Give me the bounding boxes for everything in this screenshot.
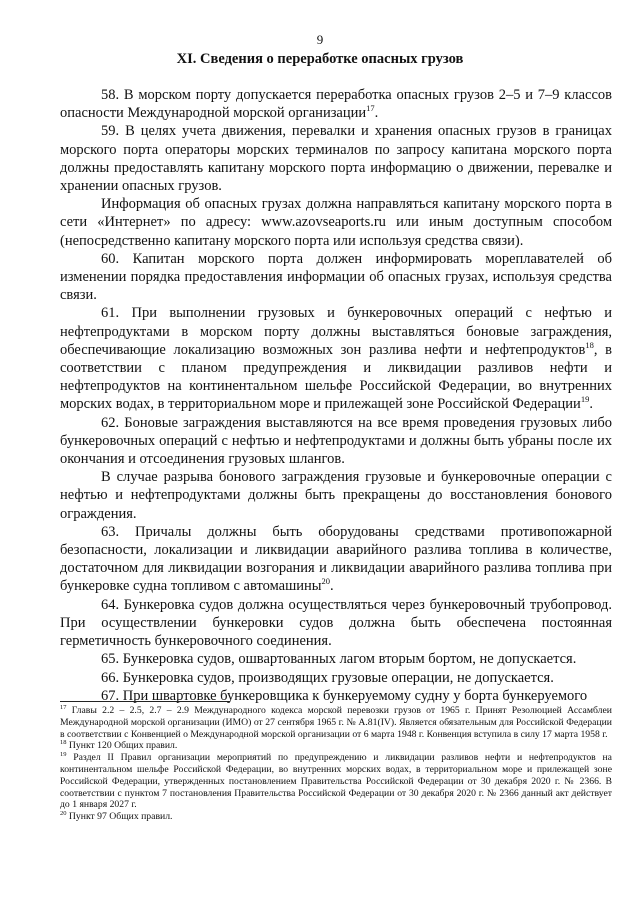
paragraph-67: 67. При швартовке бункеровщика к бункеруемому судну у борта бункеруемого xyxy=(101,687,588,704)
footnote-ref-18[interactable]: 18 xyxy=(585,340,594,351)
document-body xyxy=(60,86,612,705)
paragraph-65: 65. Бункеровка судов, ошвартованных лагом вторым бортом, не допускается. xyxy=(101,651,577,668)
paragraph-info: Информация об опасных грузах должна направляться капитану морского порта в сети «Интернет» по адресу: www.azovseaports.ru или иным доступным способом (непосредственно капитану морского порта или используя средства связи). xyxy=(60,196,612,249)
paragraph-59: 59. В целях учета движения, перевалки и хранения опасных грузов в границах морского порта операторы морских терминалов по запросу капитана морского порта должны предоставлять капитану морского порта информацию о движении, перевалке и хранении опасных грузов. xyxy=(60,123,612,195)
paragraph-boom-break: В случае разрыва бонового заграждения грузовые и бункеровочные операции с нефтью и нефтепродуктами должны быть прекращены до восстановления бонового ограждения. xyxy=(60,469,612,522)
footnote-ref-19[interactable]: 19 xyxy=(580,394,590,405)
paragraph-60: 60. Капитан морского порта должен информировать мореплавателей об изменении порядка предоставления информации об опасных грузах, используя средства связи. xyxy=(60,250,612,304)
footnotes xyxy=(60,705,612,823)
page-number: 9 xyxy=(316,32,324,47)
footnote-divider xyxy=(60,701,230,702)
footnote-ref-20[interactable]: 20 xyxy=(321,576,331,587)
paragraph-64: 64. Бункеровка судов должна осуществляться через бункеровочный трубопровод. При осуществлении бункеровки судов должна быть обеспечена постоянная герметичность бункеровочного соединения. xyxy=(60,596,612,650)
paragraph-66: 66. Бункеровка судов, производящих грузовые операции, не допускается. xyxy=(101,669,554,686)
paragraph-62: 62. Боновые заграждения выставляются на все время проведения грузовых либо бункеровочных операций с нефтью и нефтепродуктами и должны быть убраны после их окончания и отсоединения грузовых шлангов. xyxy=(60,414,612,468)
paragraph-61: 61. При выполнении грузовых и бункеровочных операций с нефтью и нефтепродуктами в морском порту должны выставляться боновые заграждения, обеспечивающие локализацию возможных зон разлива нефти и нефтепродуктов$^{18}$, в соответствии с планом предупреждения и ликвидации разливов нефти и нефтепродуктов на континентальном шельфе Российской Федерации, во внутренних морских водах, в территориальном море и прилежащей зоне Российской Федерации$^{19}$. xyxy=(60,305,612,413)
footnote-20: $^{20}$ Пункт 97 Общих правил. xyxy=(60,809,173,823)
footnote-ref-17[interactable]: 17 xyxy=(366,103,375,114)
section-heading: XI. Сведения о переработке опасных грузов xyxy=(176,51,464,67)
footnote-17: $^{17}$ Главы 2.2 – 2.5, 2.7 – 2.9 Международного кодекса морской перевозки грузов от 1965 г. Принят Резолюцией Ассамблеи Международной морской организации (ИМО) от 27 сентября 1965 г. № А.81(IV). Является обязательным для Российской Федерации в соответствии с Конвенцией о Международной морской организации от 6 марта 1948 г. Конвенция вступила в силу 17 марта 1958 г. xyxy=(60,703,612,740)
paragraph-58: 58. В морском порту допускается переработка опасных грузов 2–5 и 7–9 классов опасности Международной морской организации$^{17}$. xyxy=(60,87,612,122)
paragraph-63: 63. Причалы должны быть оборудованы средствами противопожарной безопасности, локализации и ликвидации аварийного разлива топлива в количестве, достаточном для ликвидации возгорания и ликвидации аварийного разлива топлива при бункеровке судна топливом с автомашины$^{20}$. xyxy=(60,523,612,595)
footnote-19: $^{19}$ Раздел II Правил организации мероприятий по предупреждению и ликвидации разливов нефти и нефтепродуктов на континентальном шельфе Российской Федерации, во внутренних морских водах, в территориальном море и прилежащей зоне Российской Федерации, утвержденных постановлением Правительства Российской Федерации от 30 декабря 2020 г. № 2366. В соответствии с пунктом 7 постановления Правительства Российской Федерации от 30 декабря 2020 г. № 2366 данный акт действует до 1 января 2027 г. xyxy=(60,750,612,811)
footnote-18: $^{18}$ Пункт 120 Общих правил. xyxy=(60,739,178,752)
